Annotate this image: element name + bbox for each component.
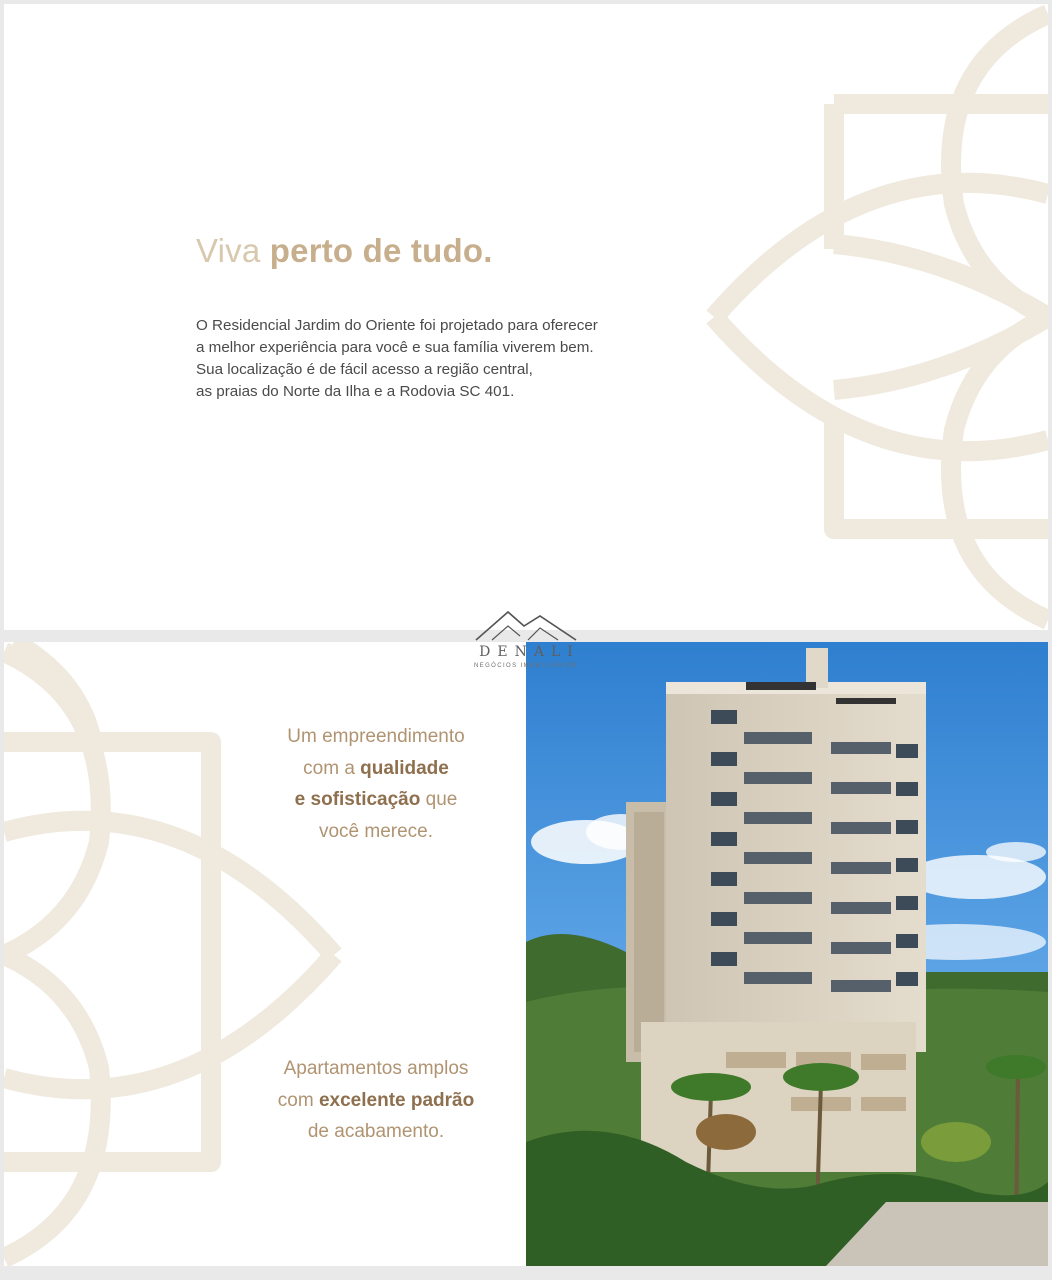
tagline-line: e sofisticação que xyxy=(294,789,458,810)
denali-logo xyxy=(468,606,584,672)
location-description xyxy=(196,315,656,403)
description-line: Sua localização é de fácil acesso a região central, xyxy=(196,361,533,378)
tagline-line: de acabamento. xyxy=(307,1121,445,1142)
brochure-page-quality xyxy=(4,642,1048,1266)
lotus-ornament-graphic xyxy=(684,4,1048,630)
logo-subtitle: NEGÓCIOS IMOBILIÁRIOS xyxy=(473,663,579,669)
brochure-page-location xyxy=(4,4,1048,630)
page-headline: Viva perto de tudo. xyxy=(196,232,493,269)
mountain-logo-icon xyxy=(468,606,584,646)
quality-tagline xyxy=(226,721,526,847)
logo-brand-name: DENALI xyxy=(479,644,580,660)
tagline-line: Apartamentos amplos xyxy=(283,1058,469,1079)
tagline-line: com excelente padrão xyxy=(277,1089,475,1111)
tagline-line: Um empreendimento xyxy=(287,726,465,747)
description-line: O Residencial Jardim do Oriente foi projetado para oferecer xyxy=(196,317,598,334)
description-line: as praias do Norte da Ilha e a Rodovia SC 401. xyxy=(196,383,515,400)
tagline-line: você merece. xyxy=(318,820,434,842)
building-render-image xyxy=(526,642,1048,1266)
apartments-tagline xyxy=(226,1053,526,1148)
tagline-line: com a qualidade xyxy=(303,757,449,779)
description-line: a melhor experiência para você e sua família viverem bem. xyxy=(196,339,594,356)
